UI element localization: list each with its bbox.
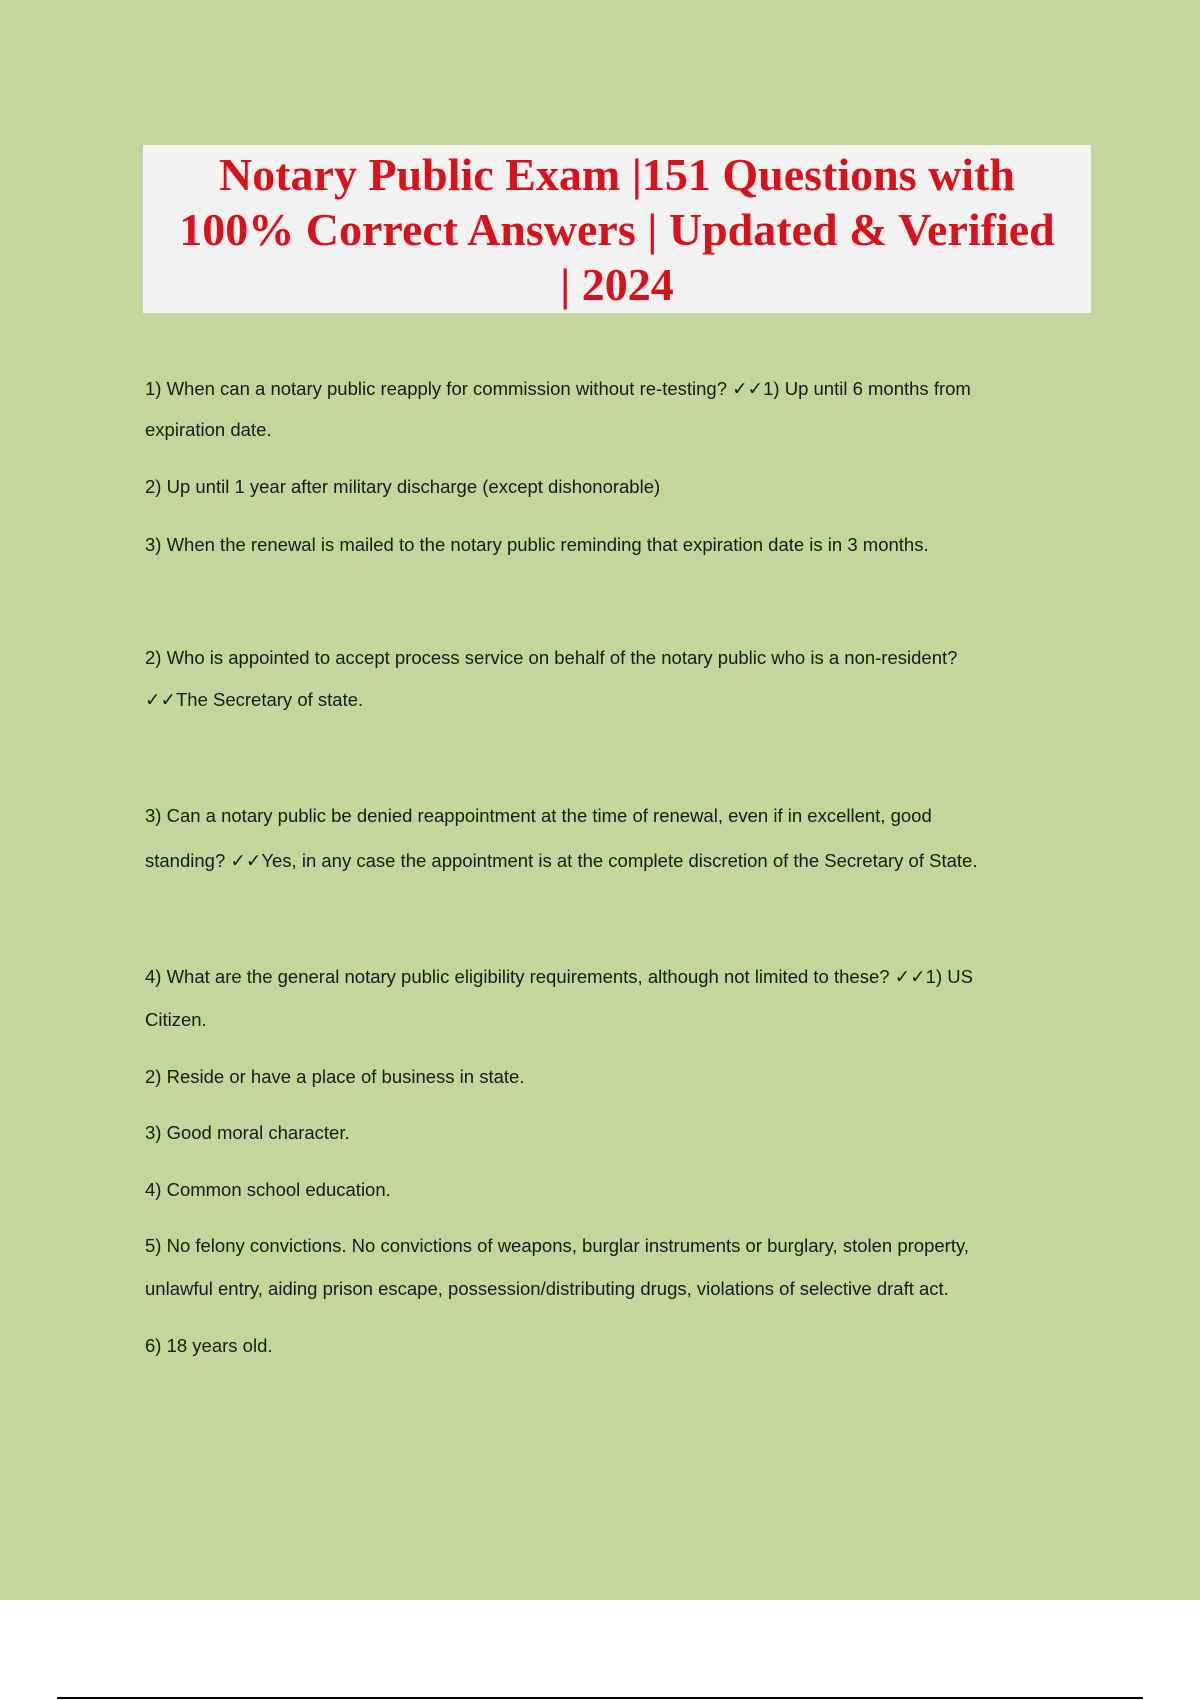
title-line: Notary Public Exam |151 Questions with <box>219 148 1015 200</box>
question-2-line: 2) Who is appointed to accept process service on behalf of the notary public who is a non-resident? <box>145 647 958 668</box>
question-1-answer: 3) When the renewal is mailed to the notary public reminding that expiration date is in 3 months. <box>145 534 929 555</box>
question-4-answer: 4) Common school education. <box>145 1179 391 1200</box>
question-3-answer: standing? ✓✓Yes, in any case the appointment is at the complete discretion of the Secretary of State. <box>145 850 978 871</box>
question-2-answer: ✓✓The Secretary of state. <box>145 689 364 710</box>
title-line: 100% Correct Answers | Updated & Verified <box>179 203 1055 255</box>
question-4-line: 4) What are the general notary public eligibility requirements, although not limited to these? ✓✓1) US <box>145 966 973 987</box>
question-3-line: 3) Can a notary public be denied reappointment at the time of renewal, even if in excellent, good <box>145 805 932 826</box>
question-1-line: expiration date. <box>145 419 272 440</box>
question-1-answer: 2) Up until 1 year after military discharge (except dishonorable) <box>145 476 661 497</box>
footer-divider <box>57 1697 1143 1699</box>
title-line: | 2024 <box>560 258 674 310</box>
question-4-answer: 3) Good moral character. <box>145 1122 350 1143</box>
question-4-answer: 5) No felony convictions. No convictions of weapons, burglar instruments or burglary, stolen property, <box>145 1235 969 1256</box>
title-banner <box>143 145 1091 313</box>
question-4-answer: 6) 18 years old. <box>145 1335 273 1356</box>
question-4-answer: 2) Reside or have a place of business in state. <box>145 1066 525 1087</box>
question-1-line: 1) When can a notary public reapply for commission without re-testing? ✓✓1) Up until 6 months from <box>145 378 971 399</box>
question-4-answer: unlawful entry, aiding prison escape, possession/distributing drugs, violations of selective draft act. <box>145 1278 949 1299</box>
question-4-line: Citizen. <box>145 1009 207 1030</box>
